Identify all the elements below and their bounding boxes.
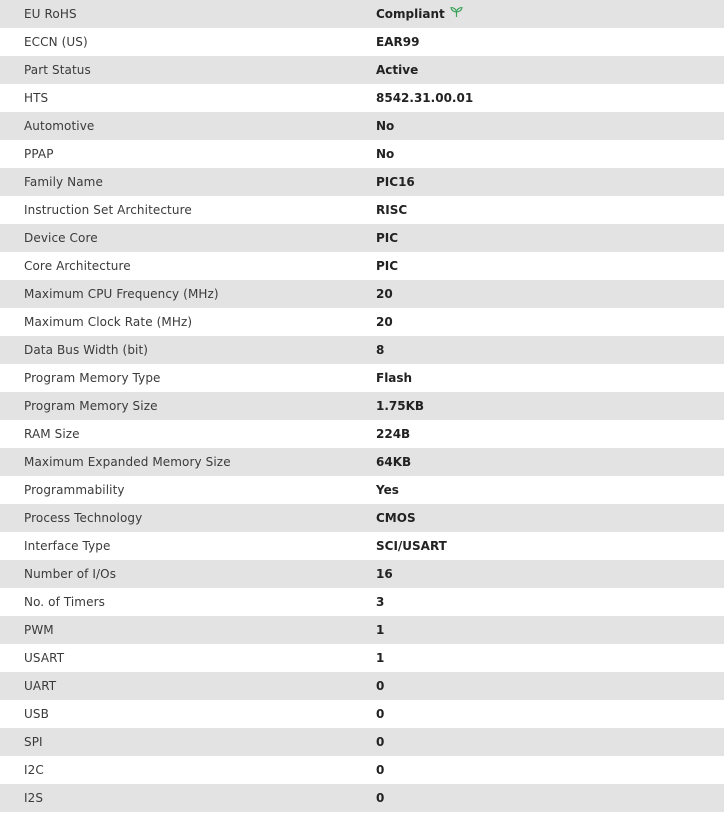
spec-value: 0	[376, 700, 724, 728]
spec-row-max-clock-rate	[0, 308, 724, 336]
spec-attribute: Number of I/Os	[0, 560, 376, 588]
spec-attribute: Program Memory Type	[0, 364, 376, 392]
spec-attribute: Interface Type	[0, 532, 376, 560]
spec-row-interface-type	[0, 532, 724, 560]
spec-attribute: RAM Size	[0, 420, 376, 448]
spec-row-instruction-set-architecture	[0, 196, 724, 224]
spec-row-automotive	[0, 112, 724, 140]
spec-row-program-memory-type	[0, 364, 724, 392]
spec-row-number-of-ios	[0, 560, 724, 588]
spec-attribute: I2S	[0, 784, 376, 812]
spec-attribute: Maximum Expanded Memory Size	[0, 448, 376, 476]
spec-value: 3	[376, 588, 724, 616]
spec-attribute: I2C	[0, 756, 376, 784]
spec-attribute: Maximum CPU Frequency (MHz)	[0, 280, 376, 308]
spec-attribute: Device Core	[0, 224, 376, 252]
spec-value: 8	[376, 336, 724, 364]
spec-attribute: SPI	[0, 728, 376, 756]
spec-value: 0	[376, 756, 724, 784]
spec-value: RISC	[376, 196, 724, 224]
spec-attribute: PPAP	[0, 140, 376, 168]
spec-attribute: HTS	[0, 84, 376, 112]
spec-value: PIC	[376, 224, 724, 252]
spec-row-part-status	[0, 56, 724, 84]
spec-attribute: USB	[0, 700, 376, 728]
spec-row-data-bus-width	[0, 336, 724, 364]
spec-attribute: Core Architecture	[0, 252, 376, 280]
spec-value: 1	[376, 616, 724, 644]
spec-value: No	[376, 112, 724, 140]
spec-attribute: USART	[0, 644, 376, 672]
spec-value: Yes	[376, 476, 724, 504]
spec-value: 0	[376, 784, 724, 812]
spec-value: 0	[376, 728, 724, 756]
leaf-icon	[450, 6, 463, 21]
spec-value: Compliant	[376, 7, 445, 21]
spec-row-i2c	[0, 756, 724, 784]
spec-row-process-technology	[0, 504, 724, 532]
spec-attribute: UART	[0, 672, 376, 700]
spec-row-hts	[0, 84, 724, 112]
spec-attribute: Instruction Set Architecture	[0, 196, 376, 224]
spec-value: 16	[376, 560, 724, 588]
spec-value: PIC	[376, 252, 724, 280]
spec-value: 64KB	[376, 448, 724, 476]
spec-attribute: EU RoHS	[0, 0, 376, 28]
spec-row-usart	[0, 644, 724, 672]
spec-row-programmability	[0, 476, 724, 504]
spec-row-number-of-timers	[0, 588, 724, 616]
spec-row-eccn	[0, 28, 724, 56]
spec-attribute: Automotive	[0, 112, 376, 140]
spec-attribute: PWM	[0, 616, 376, 644]
spec-row-i2s	[0, 784, 724, 812]
spec-attribute: ECCN (US)	[0, 28, 376, 56]
spec-value: No	[376, 140, 724, 168]
spec-row-spi	[0, 728, 724, 756]
spec-value: 224B	[376, 420, 724, 448]
spec-value: 20	[376, 308, 724, 336]
spec-value: 1	[376, 644, 724, 672]
spec-attribute: Process Technology	[0, 504, 376, 532]
spec-row-device-core	[0, 224, 724, 252]
spec-value: Flash	[376, 364, 724, 392]
spec-attribute: Program Memory Size	[0, 392, 376, 420]
spec-row-ram-size	[0, 420, 724, 448]
spec-row-eu-rohs	[0, 0, 724, 28]
spec-value: 8542.31.00.01	[376, 84, 724, 112]
spec-row-family-name	[0, 168, 724, 196]
spec-value: 1.75KB	[376, 392, 724, 420]
spec-row-max-expanded-memory-size	[0, 448, 724, 476]
spec-attribute: Maximum Clock Rate (MHz)	[0, 308, 376, 336]
spec-row-usb	[0, 700, 724, 728]
spec-attribute: Part Status	[0, 56, 376, 84]
spec-value: 20	[376, 280, 724, 308]
spec-row-uart	[0, 672, 724, 700]
spec-row-core-architecture	[0, 252, 724, 280]
spec-attribute: Data Bus Width (bit)	[0, 336, 376, 364]
spec-row-ppap	[0, 140, 724, 168]
spec-row-max-cpu-frequency	[0, 280, 724, 308]
spec-value: 0	[376, 672, 724, 700]
spec-row-pwm	[0, 616, 724, 644]
spec-attribute: Programmability	[0, 476, 376, 504]
spec-row-program-memory-size	[0, 392, 724, 420]
spec-value: Active	[376, 56, 724, 84]
spec-value-cell	[376, 0, 724, 28]
spec-value: PIC16	[376, 168, 724, 196]
spec-value: SCI/USART	[376, 532, 724, 560]
spec-attribute: Family Name	[0, 168, 376, 196]
spec-attribute: No. of Timers	[0, 588, 376, 616]
spec-value: CMOS	[376, 504, 724, 532]
spec-value: EAR99	[376, 28, 724, 56]
